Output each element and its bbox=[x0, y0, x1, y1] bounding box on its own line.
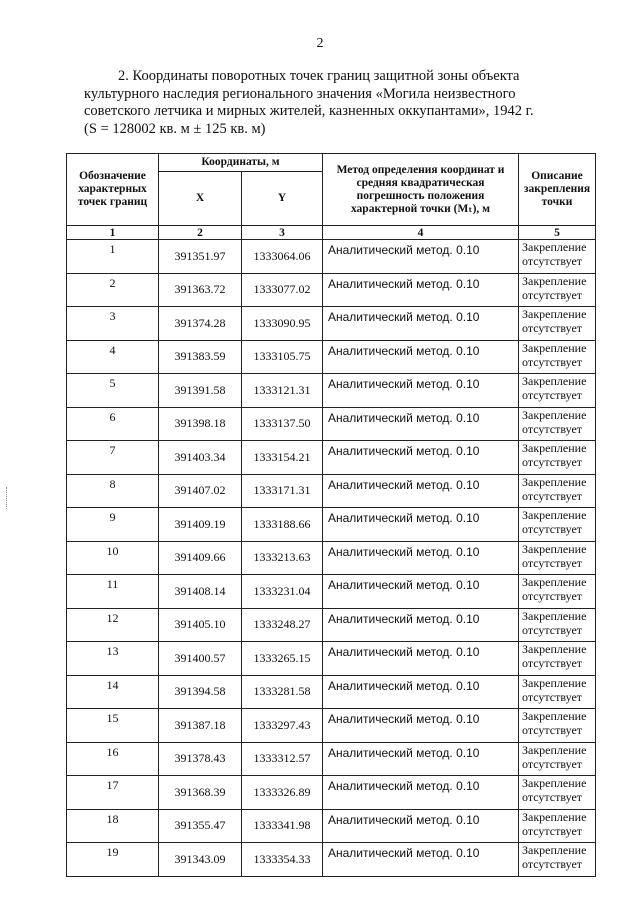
description-cell bbox=[519, 742, 596, 776]
description-text: Закрепление bbox=[522, 307, 587, 321]
x-coordinate-cell: 391363.72 bbox=[159, 273, 242, 307]
method-cell: Аналитический метод. 0.10 bbox=[323, 575, 519, 609]
header-point: Обозначение характерных точек границ bbox=[67, 154, 159, 226]
table-row bbox=[67, 407, 596, 441]
x-coordinate-cell: 391400.57 bbox=[159, 642, 242, 676]
y-coordinate-cell: 1333312.57 bbox=[242, 742, 323, 776]
table-row bbox=[67, 474, 596, 508]
table-row bbox=[67, 340, 596, 374]
description-text: отсутствует bbox=[522, 421, 583, 436]
page-number: 2 bbox=[316, 36, 324, 51]
description-text: Закрепление bbox=[522, 843, 587, 857]
description-cell bbox=[519, 407, 596, 441]
y-coordinate-cell: 1333077.02 bbox=[242, 273, 323, 307]
table-row bbox=[67, 374, 596, 408]
description-cell bbox=[519, 809, 596, 843]
description-text: отсутствует bbox=[522, 488, 583, 503]
description-text: отсутствует bbox=[522, 790, 583, 804]
point-cell: 11 bbox=[67, 575, 159, 609]
description-cell bbox=[519, 541, 596, 575]
description-text: отсутствует bbox=[522, 823, 583, 838]
y-coordinate-cell: 1333188.66 bbox=[242, 508, 323, 542]
method-cell: Аналитический метод. 0.10 bbox=[323, 508, 519, 542]
method-cell: Аналитический метод. 0.10 bbox=[323, 742, 519, 776]
header-description: Описание закрепления точки bbox=[519, 154, 596, 226]
description-cell bbox=[519, 776, 596, 810]
description-text: Закрепление bbox=[522, 441, 587, 455]
table-row bbox=[67, 776, 596, 810]
description-text: Закрепление bbox=[522, 273, 587, 288]
description-cell bbox=[519, 642, 596, 676]
method-cell: Аналитический метод. 0.10 bbox=[323, 407, 519, 441]
description-cell bbox=[519, 374, 596, 408]
description-text: отсутствует bbox=[522, 522, 583, 536]
description-text: отсутствует bbox=[522, 756, 583, 771]
point-cell: 15 bbox=[67, 709, 159, 743]
y-coordinate-cell: 1333154.21 bbox=[242, 441, 323, 475]
point-cell: 12 bbox=[67, 608, 159, 642]
heading-line-2: культурного наследия регионального значения «Могила неизвестного bbox=[84, 85, 516, 102]
header-y: Y bbox=[242, 172, 323, 226]
method-cell: Аналитический метод. 0.10 bbox=[323, 541, 519, 575]
x-coordinate-cell: 391374.28 bbox=[159, 307, 242, 341]
description-cell bbox=[519, 508, 596, 542]
section-heading bbox=[84, 68, 580, 138]
table-row bbox=[67, 240, 596, 274]
column-number: 5 bbox=[519, 226, 596, 240]
method-cell: Аналитический метод. 0.10 bbox=[323, 240, 519, 274]
description-cell bbox=[519, 307, 596, 341]
y-coordinate-cell: 1333090.95 bbox=[242, 307, 323, 341]
point-cell: 8 bbox=[67, 474, 159, 508]
method-cell: Аналитический метод. 0.10 bbox=[323, 307, 519, 341]
point-cell: 13 bbox=[67, 642, 159, 676]
y-coordinate-cell: 1333171.31 bbox=[242, 474, 323, 508]
y-coordinate-cell: 1333213.63 bbox=[242, 541, 323, 575]
description-cell bbox=[519, 675, 596, 709]
table-row bbox=[67, 441, 596, 475]
header-method: Метод определения координат и средняя квадратическая погрешность положения характерной точки (Mₜ), м bbox=[323, 154, 519, 226]
method-cell: Аналитический метод. 0.10 bbox=[323, 441, 519, 475]
heading-line-3: советского летчика и мирных жителей, казненных оккупантами», 1942 г. bbox=[84, 103, 534, 119]
description-text: отсутствует bbox=[522, 388, 583, 402]
x-coordinate-cell: 391383.59 bbox=[159, 340, 242, 374]
table-row bbox=[67, 675, 596, 709]
y-coordinate-cell: 1333231.04 bbox=[242, 575, 323, 609]
point-cell: 18 bbox=[67, 809, 159, 843]
x-coordinate-cell: 391403.34 bbox=[159, 441, 242, 475]
method-cell: Аналитический метод. 0.10 bbox=[323, 608, 519, 642]
description-text: отсутствует bbox=[522, 354, 583, 369]
table-body bbox=[67, 240, 596, 877]
x-coordinate-cell: 391387.18 bbox=[159, 709, 242, 743]
method-cell: Аналитический метод. 0.10 bbox=[323, 843, 519, 877]
description-cell bbox=[519, 575, 596, 609]
description-cell bbox=[519, 474, 596, 508]
description-text: отсутствует bbox=[522, 455, 583, 469]
point-cell: 19 bbox=[67, 843, 159, 877]
description-text: Закрепление bbox=[522, 508, 587, 522]
method-cell: Аналитический метод. 0.10 bbox=[323, 776, 519, 810]
x-coordinate-cell: 391351.97 bbox=[159, 240, 242, 274]
table-header-row bbox=[67, 154, 596, 172]
description-cell bbox=[519, 441, 596, 475]
description-cell bbox=[519, 709, 596, 743]
column-number: 4 bbox=[323, 226, 519, 240]
description-text: Закрепление bbox=[522, 608, 587, 623]
point-cell: 17 bbox=[67, 776, 159, 810]
point-cell: 10 bbox=[67, 541, 159, 575]
y-coordinate-cell: 1333297.43 bbox=[242, 709, 323, 743]
point-cell: 14 bbox=[67, 675, 159, 709]
description-text: Закрепление bbox=[522, 374, 587, 388]
coordinates-table bbox=[66, 153, 596, 877]
method-cell: Аналитический метод. 0.10 bbox=[323, 340, 519, 374]
description-text: Закрепление bbox=[522, 809, 587, 824]
column-number-row bbox=[67, 226, 596, 240]
table-row bbox=[67, 809, 596, 843]
description-cell bbox=[519, 843, 596, 877]
table-row bbox=[67, 608, 596, 642]
table-row bbox=[67, 307, 596, 341]
y-coordinate-cell: 1333121.31 bbox=[242, 374, 323, 408]
point-cell: 6 bbox=[67, 407, 159, 441]
y-coordinate-cell: 1333265.15 bbox=[242, 642, 323, 676]
description-cell bbox=[519, 340, 596, 374]
y-coordinate-cell: 1333341.98 bbox=[242, 809, 323, 843]
y-coordinate-cell: 1333354.33 bbox=[242, 843, 323, 877]
description-text: отсутствует bbox=[522, 254, 583, 268]
description-text: отсутствует bbox=[522, 656, 583, 670]
table-row bbox=[67, 541, 596, 575]
point-cell: 1 bbox=[67, 240, 159, 274]
table-row bbox=[67, 642, 596, 676]
description-text: отсутствует bbox=[522, 287, 583, 302]
method-cell: Аналитический метод. 0.10 bbox=[323, 474, 519, 508]
description-text: Закрепление bbox=[522, 541, 587, 556]
description-text: отсутствует bbox=[522, 622, 583, 637]
x-coordinate-cell: 391409.19 bbox=[159, 508, 242, 542]
description-text: Закрепление bbox=[522, 776, 587, 790]
description-text: Закрепление bbox=[522, 340, 587, 355]
method-cell: Аналитический метод. 0.10 bbox=[323, 675, 519, 709]
x-coordinate-cell: 391368.39 bbox=[159, 776, 242, 810]
description-text: отсутствует bbox=[522, 555, 583, 570]
description-text: Закрепление bbox=[522, 575, 587, 589]
description-cell bbox=[519, 608, 596, 642]
point-cell: 5 bbox=[67, 374, 159, 408]
description-text: отсутствует bbox=[522, 723, 583, 737]
point-cell: 16 bbox=[67, 742, 159, 776]
x-coordinate-cell: 391409.66 bbox=[159, 541, 242, 575]
y-coordinate-cell: 1333137.50 bbox=[242, 407, 323, 441]
description-cell bbox=[519, 240, 596, 274]
x-coordinate-cell: 391408.14 bbox=[159, 575, 242, 609]
point-cell: 2 bbox=[67, 273, 159, 307]
method-cell: Аналитический метод. 0.10 bbox=[323, 809, 519, 843]
method-cell: Аналитический метод. 0.10 bbox=[323, 374, 519, 408]
x-coordinate-cell: 391391.58 bbox=[159, 374, 242, 408]
description-text: Закрепление bbox=[522, 742, 587, 757]
table-row bbox=[67, 575, 596, 609]
description-text: Закрепление bbox=[522, 675, 587, 690]
y-coordinate-cell: 1333281.58 bbox=[242, 675, 323, 709]
description-text: отсутствует bbox=[522, 321, 583, 335]
x-coordinate-cell: 391378.43 bbox=[159, 742, 242, 776]
description-text: отсутствует bbox=[522, 589, 583, 603]
x-coordinate-cell: 391343.09 bbox=[159, 843, 242, 877]
method-cell: Аналитический метод. 0.10 bbox=[323, 709, 519, 743]
x-coordinate-cell: 391405.10 bbox=[159, 608, 242, 642]
heading-line-4: (S = 128002 кв. м ± 125 кв. м) bbox=[84, 120, 266, 137]
table-row bbox=[67, 742, 596, 776]
table-row bbox=[67, 508, 596, 542]
column-number: 1 bbox=[67, 226, 159, 240]
description-text: Закрепление bbox=[522, 407, 587, 422]
y-coordinate-cell: 1333105.75 bbox=[242, 340, 323, 374]
x-coordinate-cell: 391355.47 bbox=[159, 809, 242, 843]
point-cell: 9 bbox=[67, 508, 159, 542]
description-text: отсутствует bbox=[522, 857, 583, 871]
header-coords: Координаты, м bbox=[159, 154, 323, 172]
description-text: Закрепление bbox=[522, 642, 587, 656]
y-coordinate-cell: 1333326.89 bbox=[242, 776, 323, 810]
point-cell: 4 bbox=[67, 340, 159, 374]
x-coordinate-cell: 391394.58 bbox=[159, 675, 242, 709]
column-number: 3 bbox=[242, 226, 323, 240]
table-row bbox=[67, 709, 596, 743]
x-coordinate-cell: 391398.18 bbox=[159, 407, 242, 441]
x-coordinate-cell: 391407.02 bbox=[159, 474, 242, 508]
description-text: Закрепление bbox=[522, 474, 587, 489]
header-x: X bbox=[159, 172, 242, 226]
y-coordinate-cell: 1333248.27 bbox=[242, 608, 323, 642]
method-cell: Аналитический метод. 0.10 bbox=[323, 642, 519, 676]
table-row bbox=[67, 843, 596, 877]
description-text: отсутствует bbox=[522, 689, 583, 704]
heading-line-1: 2. Координаты поворотных точек границ защитной зоны объекта bbox=[118, 68, 520, 84]
description-text: Закрепление bbox=[522, 240, 587, 254]
description-cell bbox=[519, 273, 596, 307]
column-number: 2 bbox=[159, 226, 242, 240]
point-cell: 7 bbox=[67, 441, 159, 475]
method-cell: Аналитический метод. 0.10 bbox=[323, 273, 519, 307]
scan-edge-mark bbox=[6, 487, 8, 509]
point-cell: 3 bbox=[67, 307, 159, 341]
description-text: Закрепление bbox=[522, 709, 587, 723]
table-row bbox=[67, 273, 596, 307]
y-coordinate-cell: 1333064.06 bbox=[242, 240, 323, 274]
